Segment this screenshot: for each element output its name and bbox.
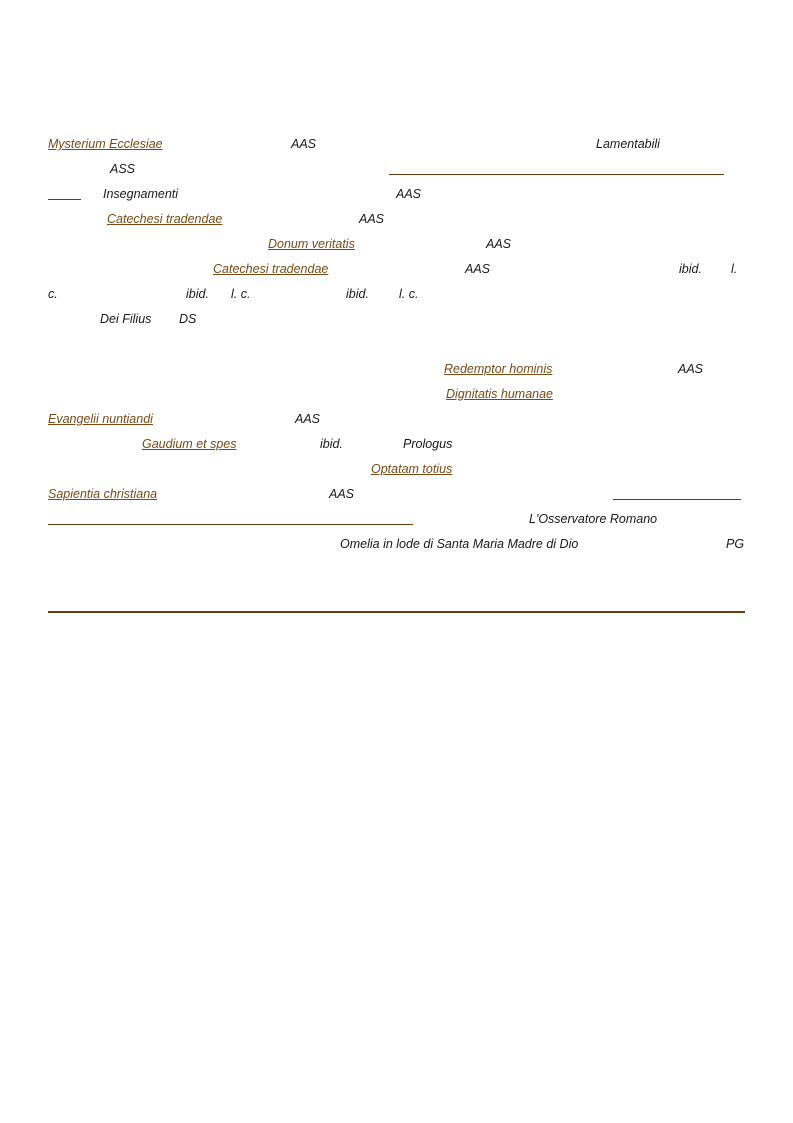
citation-aas: AAS (295, 412, 321, 426)
citation-lc: l. c. (231, 287, 251, 301)
citation-aas: AAS (359, 212, 385, 226)
link-mysterium-ecclesiae[interactable]: Mysterium Ecclesiae (48, 137, 163, 151)
link-dignitatis-humanae[interactable]: Dignitatis humanae (446, 387, 554, 401)
link-catechesi-tradendae-2[interactable]: Catechesi tradendae (213, 262, 329, 276)
citation-insegnamenti: Insegnamenti (103, 187, 179, 201)
citation-osservatore-romano: L'Osservatore Romano (529, 512, 658, 526)
link-evangelii-nuntiandi[interactable]: Evangelii nuntiandi (48, 412, 153, 426)
citation-pg: PG (726, 537, 745, 551)
citation-loc: l. (731, 262, 738, 276)
citation-ds: DS (179, 312, 197, 326)
citation-ibid: ibid. (679, 262, 702, 276)
citation-prologus: Prologus (403, 437, 453, 451)
citation-aas: AAS (329, 487, 355, 501)
citation-ass: ASS (110, 162, 136, 176)
citation-aas: AAS (396, 187, 422, 201)
link-sapientia-christiana[interactable]: Sapientia christiana (48, 487, 158, 501)
link-redemptor-hominis[interactable]: Redemptor hominis (444, 362, 553, 376)
link-underline (389, 174, 724, 175)
citation-loc-c: c. (48, 287, 58, 301)
link-catechesi-tradendae[interactable]: Catechesi tradendae (107, 212, 223, 226)
citation-aas: AAS (291, 137, 317, 151)
citation-aas: AAS (465, 262, 491, 276)
citation-omelia: Omelia in lode di Santa Maria Madre di Dio (340, 537, 579, 551)
citation-ibid: ibid. (346, 287, 369, 301)
citation-lc: l. c. (399, 287, 419, 301)
link-gaudium-et-spes[interactable]: Gaudium et spes (142, 437, 237, 451)
footer-rule (48, 611, 745, 613)
citation-dei-filius: Dei Filius (100, 312, 152, 326)
citation-ibid: ibid. (320, 437, 343, 451)
link-donum-veritatis[interactable]: Donum veritatis (268, 237, 355, 251)
link-optatam-totius[interactable]: Optatam totius (371, 462, 453, 476)
link-underline (613, 499, 741, 500)
citation-aas: AAS (486, 237, 512, 251)
citation-aas: AAS (678, 362, 704, 376)
link-underline (48, 199, 81, 200)
citation-lamentabili: Lamentabili (596, 137, 660, 151)
link-underline (48, 524, 413, 525)
citation-ibid: ibid. (186, 287, 209, 301)
